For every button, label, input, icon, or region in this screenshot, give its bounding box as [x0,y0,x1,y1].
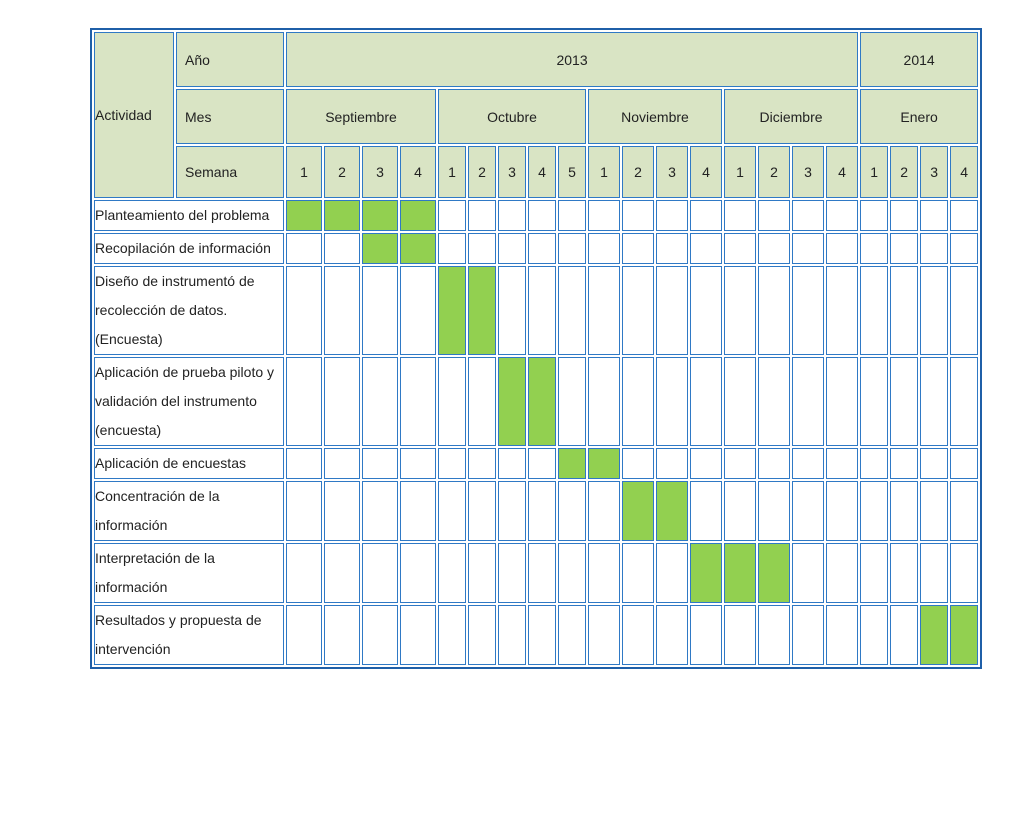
schedule-cell-active [656,481,688,541]
schedule-cell [920,266,948,355]
schedule-cell [588,605,620,665]
week-number-cell: 2 [890,146,918,198]
schedule-cell [890,448,918,479]
schedule-cell [758,481,790,541]
activity-row [94,481,978,541]
year-cell: 2014 [860,32,978,87]
gantt-body [94,32,978,665]
schedule-cell [528,448,556,479]
schedule-cell [950,357,978,446]
week-number-cell: 4 [528,146,556,198]
activity-name: Resultados y propuesta de intervención [94,605,284,665]
schedule-cell [826,481,858,541]
activity-name: Diseño de instrumentó de recolección de datos. (Encuesta) [94,266,284,355]
week-number-cell: 1 [860,146,888,198]
schedule-cell [498,233,526,264]
activity-row [94,605,978,665]
schedule-cell [362,543,398,603]
schedule-cell [826,543,858,603]
schedule-cell [890,357,918,446]
schedule-cell [438,200,466,231]
activity-row [94,357,978,446]
schedule-cell-active [468,266,496,355]
week-number-cell: 3 [920,146,948,198]
schedule-cell [324,481,360,541]
schedule-cell-active [286,200,322,231]
schedule-cell-active [950,605,978,665]
schedule-cell [920,357,948,446]
schedule-cell [920,481,948,541]
schedule-cell [468,357,496,446]
schedule-cell [792,605,824,665]
schedule-cell [286,448,322,479]
schedule-cell [400,448,436,479]
activity-name: Concentración de la información [94,481,284,541]
schedule-cell [724,481,756,541]
week-number-cell: 2 [324,146,360,198]
schedule-cell [558,543,586,603]
schedule-cell [286,266,322,355]
schedule-cell [468,448,496,479]
schedule-cell [324,233,360,264]
schedule-cell [286,481,322,541]
schedule-cell [890,233,918,264]
schedule-cell [468,605,496,665]
schedule-cell [792,266,824,355]
schedule-cell [950,266,978,355]
schedule-cell [324,266,360,355]
week-number-cell: 3 [498,146,526,198]
schedule-cell [890,200,918,231]
week-number-cell: 1 [588,146,620,198]
schedule-cell [758,266,790,355]
schedule-cell [400,605,436,665]
schedule-cell [890,481,918,541]
schedule-cell [588,233,620,264]
year-cell: 2013 [286,32,858,87]
schedule-cell [758,200,790,231]
schedule-cell [758,233,790,264]
schedule-cell [950,481,978,541]
schedule-cell-active [558,448,586,479]
schedule-cell [860,357,888,446]
schedule-cell [588,266,620,355]
schedule-cell [558,200,586,231]
schedule-cell [890,605,918,665]
schedule-cell [724,266,756,355]
schedule-cell [690,481,722,541]
schedule-cell [950,200,978,231]
schedule-cell [528,233,556,264]
schedule-cell-active [758,543,790,603]
schedule-cell [588,357,620,446]
schedule-cell [286,357,322,446]
schedule-cell [588,543,620,603]
schedule-cell [690,233,722,264]
week-number-cell: 2 [622,146,654,198]
schedule-cell [690,357,722,446]
schedule-cell [724,200,756,231]
week-number-cell: 4 [690,146,722,198]
schedule-cell [286,605,322,665]
month-label: Mes [176,89,284,144]
month-header-row [94,89,978,144]
schedule-cell [498,200,526,231]
schedule-cell [558,481,586,541]
week-number-cell: 5 [558,146,586,198]
week-number-cell: 1 [286,146,322,198]
schedule-cell [860,605,888,665]
schedule-cell [826,357,858,446]
schedule-cell [468,200,496,231]
week-number-cell: 3 [362,146,398,198]
month-cell: Diciembre [724,89,858,144]
schedule-cell-active [400,233,436,264]
month-cell: Octubre [438,89,586,144]
schedule-cell [656,448,688,479]
schedule-cell [558,605,586,665]
schedule-cell [920,200,948,231]
schedule-cell [362,357,398,446]
schedule-cell-active [362,233,398,264]
schedule-cell [826,605,858,665]
schedule-cell [468,481,496,541]
schedule-cell [792,448,824,479]
schedule-cell [468,543,496,603]
schedule-cell [860,233,888,264]
schedule-cell [498,448,526,479]
schedule-cell-active [400,200,436,231]
schedule-cell-active [690,543,722,603]
schedule-cell [690,448,722,479]
activity-column-header: Actividad [94,32,174,198]
gantt-schedule-table [90,28,982,669]
schedule-cell [622,200,654,231]
schedule-cell [324,543,360,603]
schedule-cell [724,233,756,264]
activity-row [94,233,978,264]
schedule-cell-active [920,605,948,665]
schedule-cell [860,266,888,355]
activity-name: Aplicación de encuestas [94,448,284,479]
schedule-cell [622,266,654,355]
schedule-cell [860,448,888,479]
schedule-cell [528,543,556,603]
schedule-cell-active [528,357,556,446]
schedule-cell [400,481,436,541]
schedule-cell [438,481,466,541]
schedule-cell [724,605,756,665]
schedule-cell [622,605,654,665]
schedule-cell [758,357,790,446]
schedule-cell [826,200,858,231]
week-header-row [94,146,978,198]
schedule-cell-active [438,266,466,355]
schedule-cell [622,233,654,264]
month-cell: Enero [860,89,978,144]
schedule-cell [656,605,688,665]
schedule-cell [324,357,360,446]
schedule-cell [528,266,556,355]
activity-row [94,266,978,355]
schedule-cell [656,543,688,603]
schedule-cell [324,605,360,665]
schedule-cell [950,448,978,479]
week-number-cell: 2 [468,146,496,198]
activity-row [94,543,978,603]
schedule-cell [758,448,790,479]
schedule-cell [622,543,654,603]
activity-row [94,448,978,479]
schedule-cell [362,448,398,479]
week-number-cell: 4 [400,146,436,198]
activity-name: Interpretación de la información [94,543,284,603]
schedule-cell [588,200,620,231]
schedule-cell [826,266,858,355]
schedule-cell [826,233,858,264]
week-label: Semana [176,146,284,198]
week-number-cell: 3 [792,146,824,198]
week-number-cell: 4 [826,146,858,198]
schedule-cell [362,266,398,355]
schedule-cell-active [324,200,360,231]
schedule-cell [792,357,824,446]
schedule-cell [528,481,556,541]
schedule-cell [438,605,466,665]
schedule-cell-active [724,543,756,603]
schedule-cell [558,357,586,446]
schedule-cell [362,481,398,541]
activity-name: Planteamiento del problema [94,200,284,231]
schedule-cell [656,200,688,231]
schedule-cell [860,200,888,231]
schedule-cell [950,543,978,603]
schedule-cell [860,543,888,603]
schedule-cell [724,357,756,446]
month-cell: Septiembre [286,89,436,144]
schedule-cell [656,357,688,446]
schedule-cell [528,200,556,231]
schedule-cell [792,481,824,541]
week-number-cell: 2 [758,146,790,198]
schedule-cell [498,605,526,665]
schedule-cell [588,481,620,541]
week-number-cell: 1 [438,146,466,198]
schedule-cell [400,543,436,603]
schedule-cell [724,448,756,479]
schedule-cell [362,605,398,665]
activity-row [94,200,978,231]
schedule-cell [558,233,586,264]
schedule-cell [498,481,526,541]
schedule-cell [920,448,948,479]
schedule-cell [498,543,526,603]
schedule-cell [792,200,824,231]
schedule-cell [890,266,918,355]
week-number-cell: 1 [724,146,756,198]
schedule-cell [438,448,466,479]
schedule-cell [890,543,918,603]
schedule-cell [690,266,722,355]
schedule-cell [920,543,948,603]
schedule-cell [920,233,948,264]
activity-name: Recopilación de información [94,233,284,264]
schedule-cell [438,233,466,264]
schedule-cell [758,605,790,665]
schedule-cell [438,357,466,446]
schedule-cell-active [498,357,526,446]
schedule-cell-active [588,448,620,479]
schedule-cell [400,357,436,446]
week-number-cell: 3 [656,146,688,198]
schedule-cell [468,233,496,264]
schedule-cell [324,448,360,479]
schedule-cell [690,605,722,665]
schedule-cell [792,543,824,603]
schedule-cell [400,266,436,355]
year-header-row [94,32,978,87]
week-number-cell: 4 [950,146,978,198]
schedule-cell [792,233,824,264]
schedule-cell [656,233,688,264]
schedule-cell [438,543,466,603]
schedule-cell [690,200,722,231]
schedule-cell-active [622,481,654,541]
schedule-cell [286,543,322,603]
schedule-cell [622,448,654,479]
schedule-cell [498,266,526,355]
schedule-cell [826,448,858,479]
schedule-cell [286,233,322,264]
schedule-cell [558,266,586,355]
schedule-cell-active [362,200,398,231]
schedule-cell [528,605,556,665]
activity-name: Aplicación de prueba piloto y validación del instrumento (encuesta) [94,357,284,446]
month-cell: Noviembre [588,89,722,144]
schedule-cell [656,266,688,355]
schedule-cell [622,357,654,446]
schedule-cell [860,481,888,541]
schedule-cell [950,233,978,264]
year-label: Año [176,32,284,87]
